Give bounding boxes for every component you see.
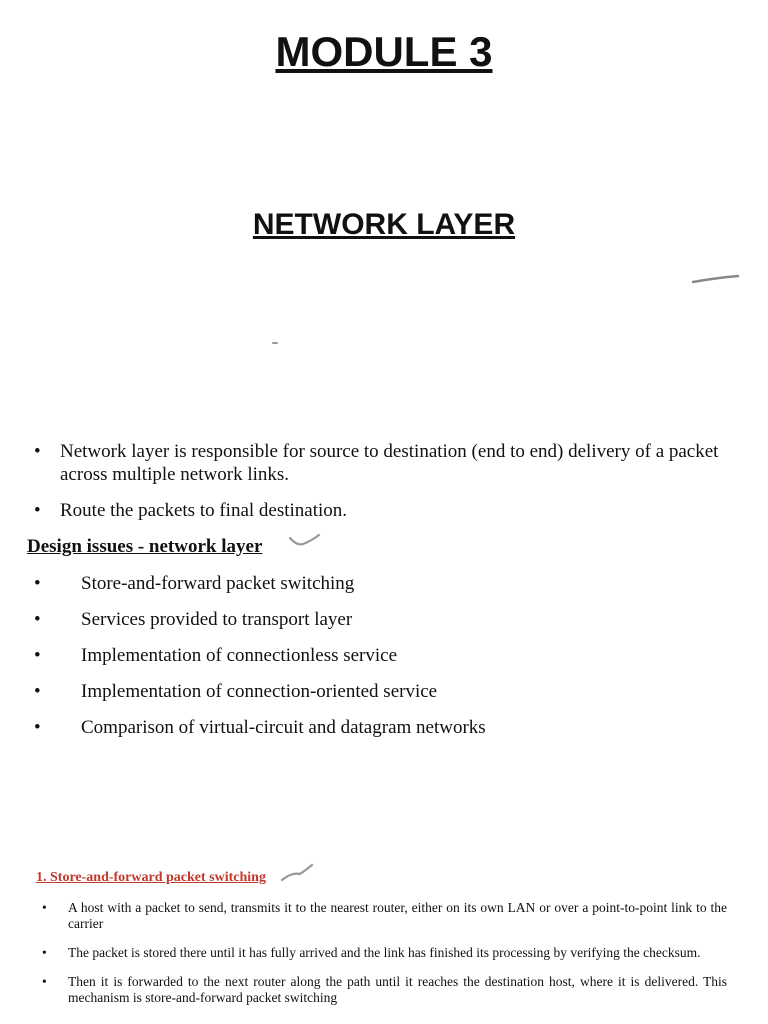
intro-point: • Route the packets to final destination. xyxy=(34,499,734,522)
pen-check-mark xyxy=(278,862,316,886)
section-point: • A host with a packet to send, transmits it to the nearest router, either on its own LAN or over a point-to-point link to the carrier xyxy=(42,900,727,932)
design-issue-item: • Implementation of connectionless service xyxy=(34,644,734,668)
section-heading: 1. Store-and-forward packet switching xyxy=(36,870,266,885)
section-points-list xyxy=(42,900,727,1019)
section-point: • Then it is forwarded to the next router along the path until it reaches the destination host, where it is delivered. This mechanism is store-and-forward packet switching xyxy=(42,974,727,1006)
page-title: MODULE 3 xyxy=(275,28,493,75)
design-issue-item: • Comparison of virtual-circuit and datagram networks xyxy=(34,716,734,740)
intro-list xyxy=(34,440,734,535)
design-issues-heading: Design issues - network layer xyxy=(27,536,263,557)
pen-check-mark xyxy=(287,532,323,550)
pen-stroke-mark xyxy=(690,272,742,288)
page-subtitle: NETWORK LAYER xyxy=(252,208,516,241)
design-issue-item: • Store-and-forward packet switching xyxy=(34,572,734,596)
pen-dot-mark xyxy=(271,340,279,346)
intro-point: • Network layer is responsible for source to destination (end to end) delivery of a packet across multiple network links. xyxy=(34,440,734,486)
design-issue-item: • Implementation of connection-oriented service xyxy=(34,680,734,704)
design-issue-item: • Services provided to transport layer xyxy=(34,608,734,632)
design-issues-list xyxy=(34,572,734,752)
section-point: • The packet is stored there until it has fully arrived and the link has finished its processing by verifying the checksum. xyxy=(42,945,727,961)
